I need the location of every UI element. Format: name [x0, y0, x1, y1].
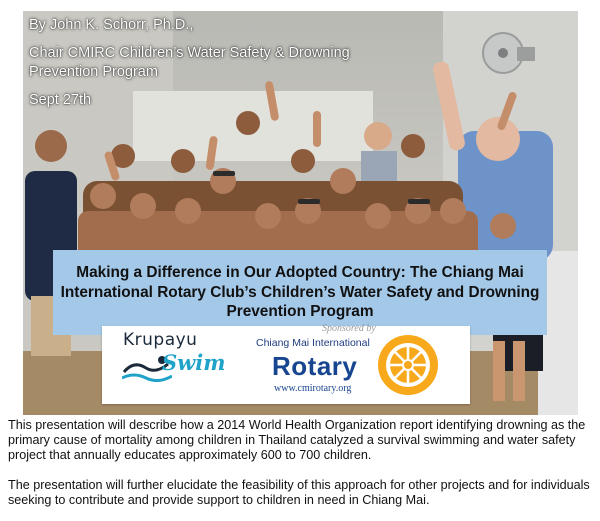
- role-line-1: Chair CMIRC Children’s Water Safety & Drowning: [29, 45, 350, 61]
- krupayu-logo-text: Krupayu: [123, 330, 198, 350]
- description-paragraph-2: The presentation will further elucidate the feasibility of this approach for other projects and for individuals seeking to contribute and provide support to children in need in Chiang Mai.: [8, 478, 590, 507]
- description-paragraph-1: This presentation will describe how a 2014 World Health Organization report identifying drowning as the primary cause of mortality among children in Thailand catalyzed a survival swimming and water safety project that annually educates approximately 600 to 700 children.: [8, 418, 586, 462]
- rotary-url-text: www.cmirotary.org: [274, 383, 352, 394]
- sponsor-banner: [102, 323, 470, 404]
- club-name-text: Chiang Mai International: [256, 337, 370, 349]
- sponsored-by-text: Sponsored by: [322, 323, 376, 334]
- presentation-title-box: [53, 250, 547, 335]
- swim-logo-text: Swim: [162, 350, 226, 375]
- role-line-2: Prevention Program: [29, 64, 158, 80]
- presentation-title: Making a Difference in Our Adopted Country: The Chiang Mai International Rotary Club’s Children’s Water Safety and Drowning Prevention Program: [60, 264, 540, 321]
- author-line: By John K. Schorr, Ph.D.,: [29, 17, 194, 33]
- date-line: Sept 27th: [29, 92, 92, 108]
- rotary-wheel-icon: [374, 331, 442, 399]
- rotary-logo-text: Rotary: [272, 351, 358, 381]
